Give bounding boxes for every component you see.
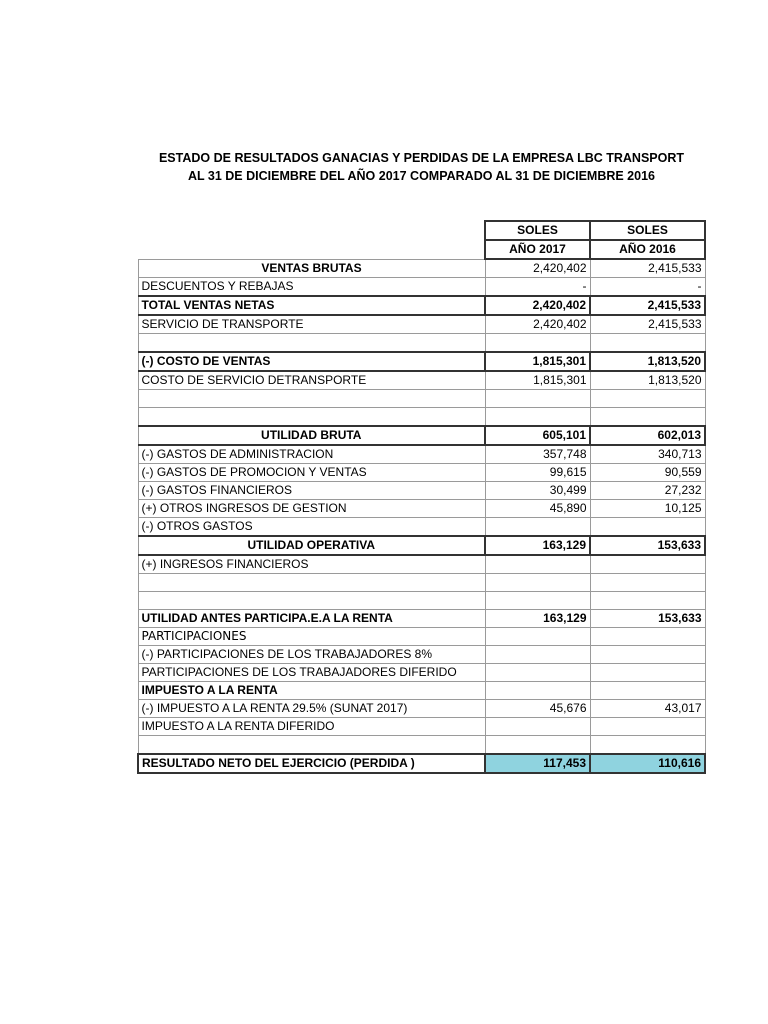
value-2016: 153,633 [590,610,705,628]
row-label: (-) GASTOS DE ADMINISTRACION [138,445,485,464]
empty-row [138,334,705,353]
value-2017 [485,718,590,736]
value-2016: - [590,278,705,297]
value-2016 [590,628,705,646]
row-label: (-) IMPUESTO A LA RENTA 29.5% (SUNAT 2017) [138,700,485,718]
value-2017: 30,499 [485,482,590,500]
row-label: UTILIDAD OPERATIVA [138,536,485,555]
row-gastos-promocion [138,464,705,482]
value-2016 [590,664,705,682]
value-2016: 602,013 [590,426,705,445]
row-otros-gastos [138,518,705,537]
value-2016: 27,232 [590,482,705,500]
value-2017-highlighted: 117,453 [485,754,590,773]
row-label: SERVICIO DE TRANSPORTE [138,315,485,334]
value-2017: 1,815,301 [485,371,590,390]
row-utilidad-operativa [138,536,705,555]
row-label: IMPUESTO A LA RENTA [138,682,485,700]
value-2016: 2,415,533 [590,315,705,334]
value-2017: 2,420,402 [485,296,590,315]
value-2016-highlighted: 110,616 [590,754,705,773]
header-year-2016: AÑO 2016 [590,240,705,259]
header-currency-2016: SOLES [590,221,705,240]
row-label: RESULTADO NETO DEL EJERCICIO (PERDIDA ) [138,754,485,773]
value-2017 [485,646,590,664]
value-2016 [590,682,705,700]
value-2017: 99,615 [485,464,590,482]
header-blank [138,240,485,259]
row-label: (+) OTROS INGRESOS DE GESTION [138,500,485,518]
value-2016 [590,555,705,574]
value-2017: 45,676 [485,700,590,718]
row-ingresos-financieros [138,555,705,574]
header-row-year [138,240,705,259]
row-label: (-) OTROS GASTOS [138,518,485,537]
row-label: (-) PARTICIPACIONES DE LOS TRABAJADORES 8% [138,646,485,664]
header-currency-2017: SOLES [485,221,590,240]
value-2016 [590,518,705,537]
header-year-2017: AÑO 2017 [485,240,590,259]
row-label: (-) GASTOS FINANCIEROS [138,482,485,500]
header-row-currency [138,221,705,240]
empty-row [138,736,705,755]
value-2016: 1,813,520 [590,371,705,390]
value-2017: 2,420,402 [485,315,590,334]
value-2017: 163,129 [485,610,590,628]
row-part-diferido [138,664,705,682]
row-label: UTILIDAD ANTES PARTICIPA.E.A LA RENTA [138,610,485,628]
value-2016: 43,017 [590,700,705,718]
value-2016: 90,559 [590,464,705,482]
row-label: VENTAS BRUTAS [138,259,485,278]
row-impuesto-renta [138,682,705,700]
value-2016: 2,415,533 [590,259,705,278]
row-participaciones [138,628,705,646]
value-2017: 163,129 [485,536,590,555]
empty-row [138,408,705,427]
row-ventas-brutas [138,259,705,278]
header-blank [138,221,485,240]
row-label: PARTICIPACIONES DE LOS TRABAJADORES DIFERIDO [138,664,485,682]
value-2016: 2,415,533 [590,296,705,315]
row-servicio-transporte [138,315,705,334]
value-2017 [485,628,590,646]
value-2017 [485,664,590,682]
row-total-ventas-netas [138,296,705,315]
row-part-trabajadores [138,646,705,664]
row-label: UTILIDAD BRUTA [138,426,485,445]
row-gastos-admin [138,445,705,464]
empty-row [138,390,705,408]
row-label: (-) GASTOS DE PROMOCION Y VENTAS [138,464,485,482]
row-otros-ingresos [138,500,705,518]
row-label: IMPUESTO A LA RENTA DIFERIDO [138,718,485,736]
value-2016: 340,713 [590,445,705,464]
income-statement-table [137,220,706,774]
value-2017 [485,555,590,574]
row-gastos-financieros [138,482,705,500]
row-costo-servicio [138,371,705,390]
row-label: COSTO DE SERVICIO DETRANSPORTE [138,371,485,390]
report-title: ESTADO DE RESULTADOS GANACIAS Y PERDIDAS DE LA EMPRESA LBC TRANSPORT [158,151,685,165]
row-resultado-neto [138,754,705,773]
row-label: DESCUENTOS Y REBAJAS [138,278,485,297]
row-impuesto-diferido [138,718,705,736]
value-2016 [590,718,705,736]
row-impuesto-29 [138,700,705,718]
row-label: (-) COSTO DE VENTAS [138,352,485,371]
row-label: PARTICIPACIONES [138,628,485,646]
value-2017: 2,420,402 [485,259,590,278]
row-label: (+) INGRESOS FINANCIEROS [138,555,485,574]
value-2017: 1,815,301 [485,352,590,371]
value-2016: 10,125 [590,500,705,518]
empty-row [138,574,705,592]
value-2016 [590,646,705,664]
empty-row [138,592,705,610]
value-2017 [485,682,590,700]
value-2017: 605,101 [485,426,590,445]
value-2016: 1,813,520 [590,352,705,371]
value-2017: 357,748 [485,445,590,464]
row-utilidad-bruta [138,426,705,445]
row-costo-ventas [138,352,705,371]
row-label: TOTAL VENTAS NETAS [138,296,485,315]
value-2017 [485,518,590,537]
row-utilidad-antes [138,610,705,628]
value-2016: 153,633 [590,536,705,555]
report-subtitle: AL 31 DE DICIEMBRE DEL AÑO 2017 COMPARADO AL 31 DE DICIEMBRE 2016 [187,169,655,183]
value-2017: - [485,278,590,297]
value-2017: 45,890 [485,500,590,518]
row-descuentos [138,278,705,297]
